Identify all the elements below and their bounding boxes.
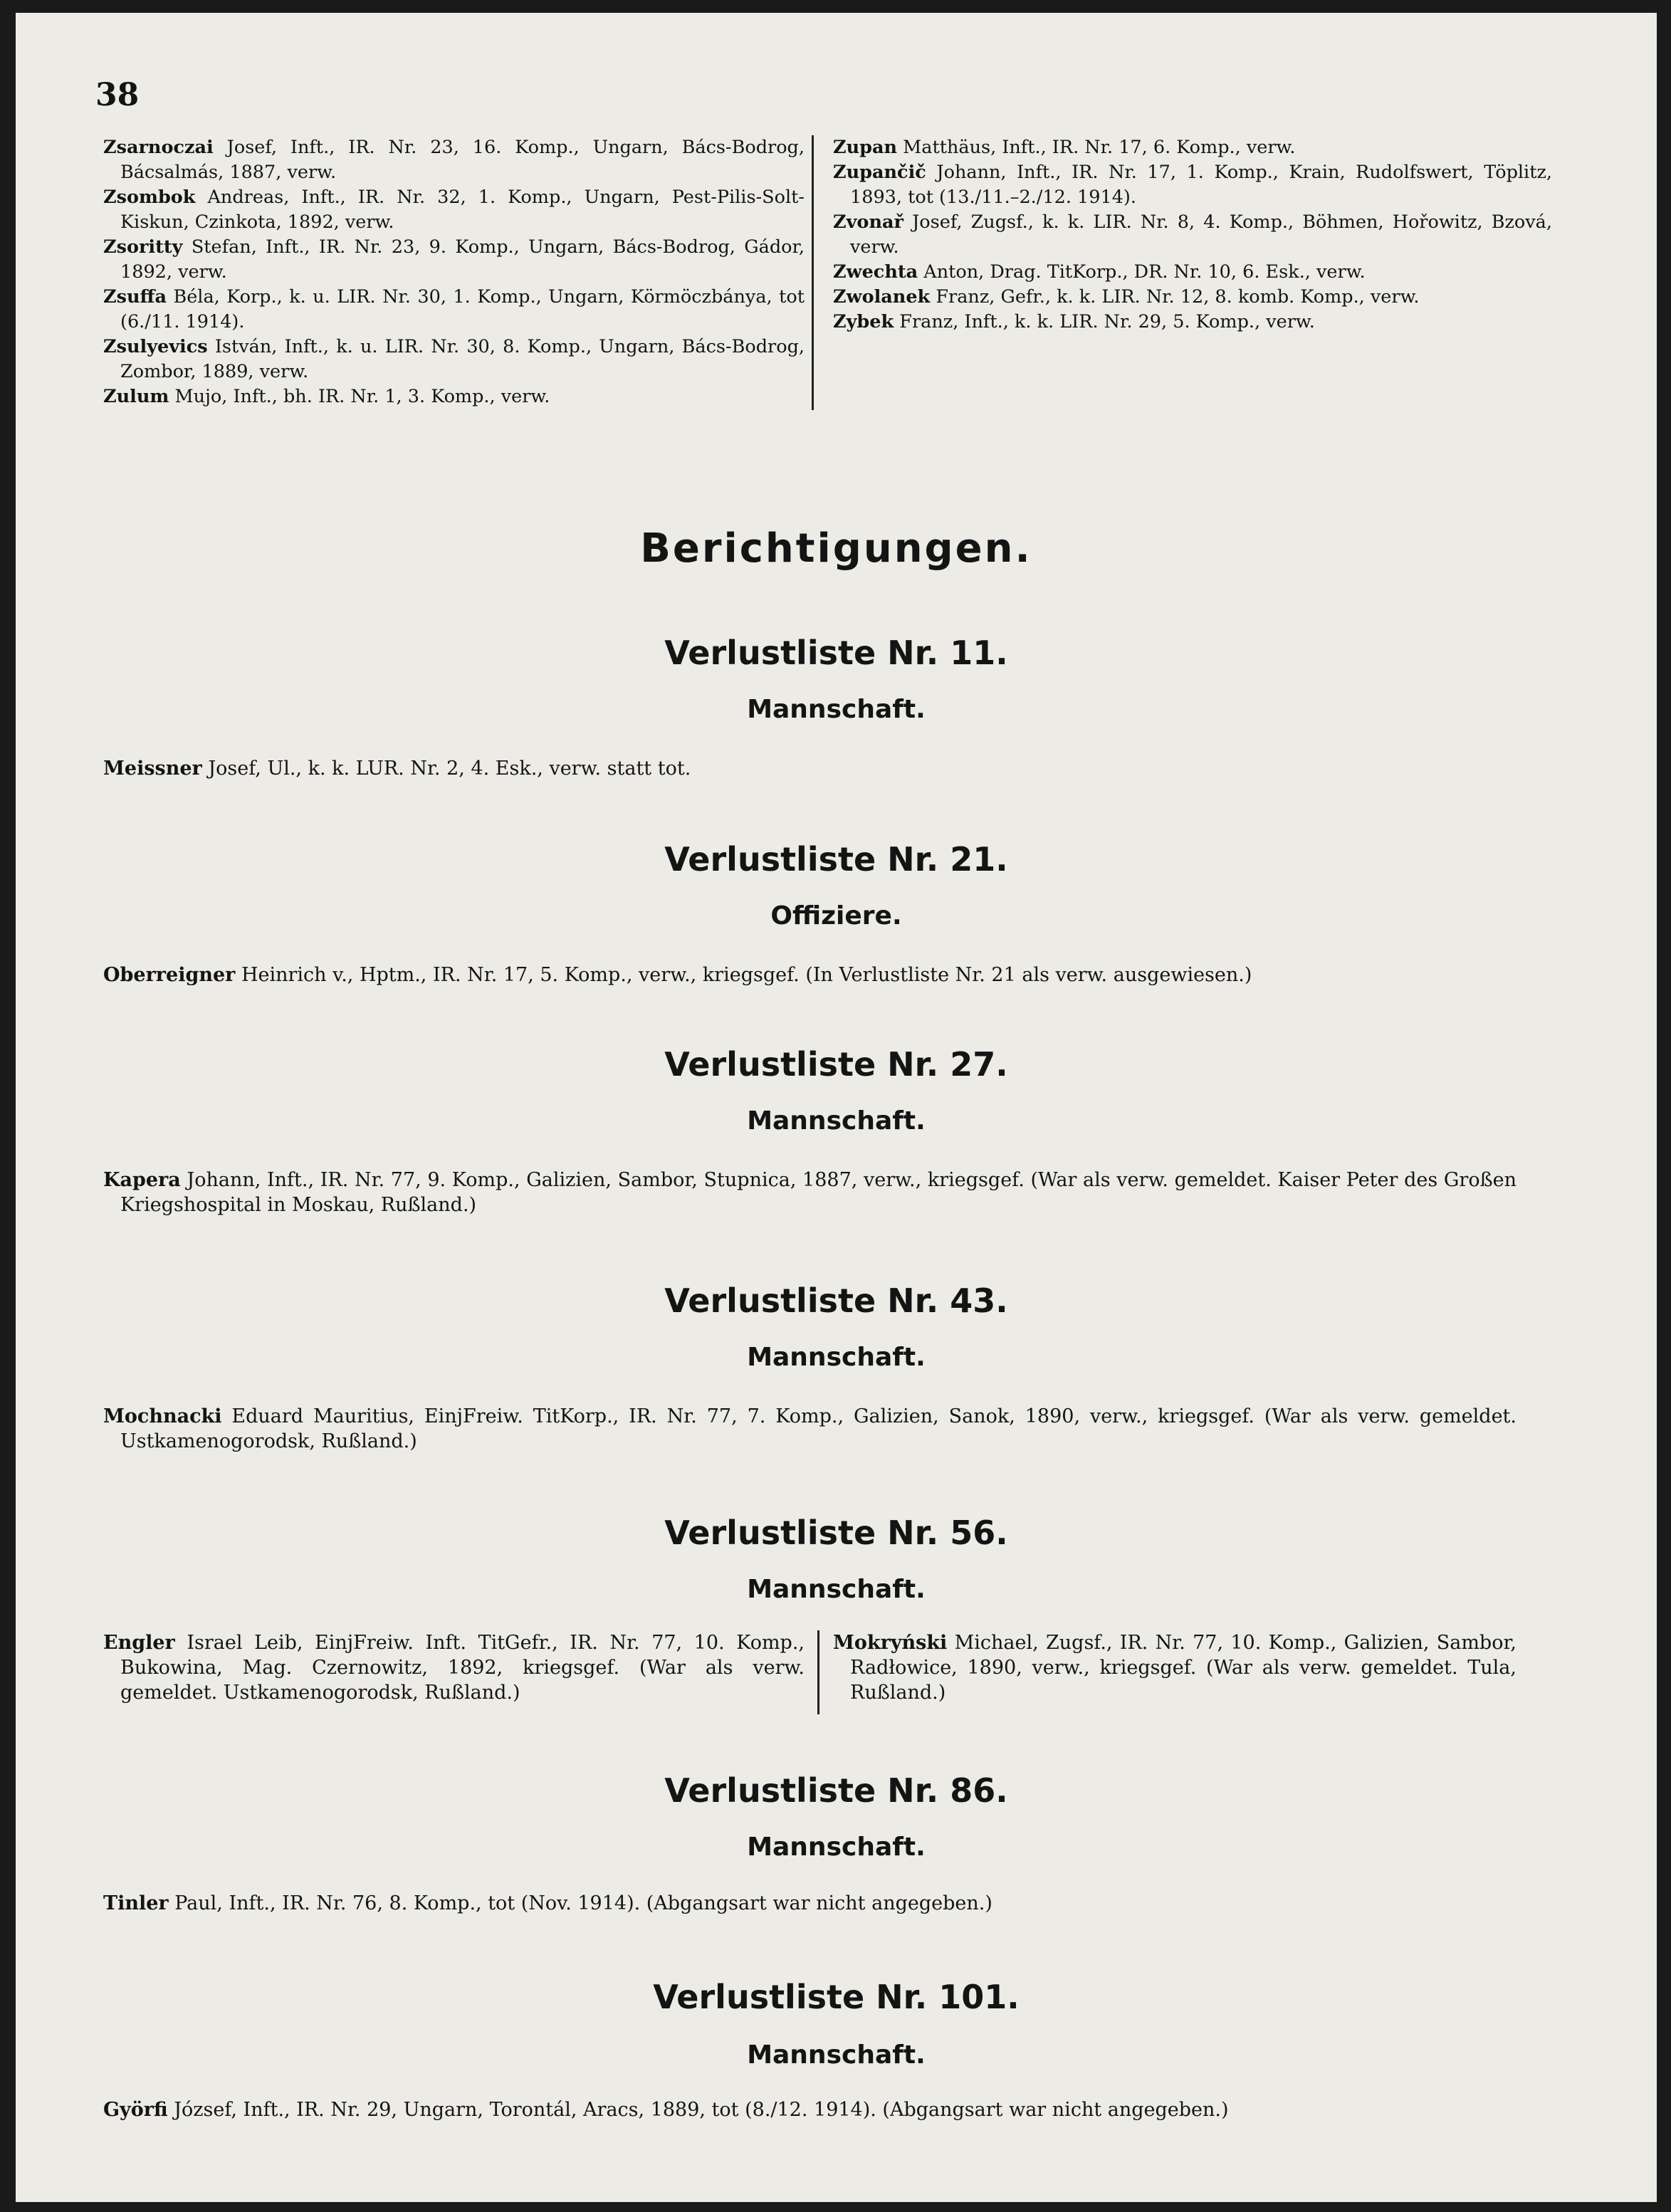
- section-subheading: Mannschaft.: [747, 1106, 926, 1136]
- column-divider: [812, 135, 814, 410]
- section-entry: Györfi József, Inft., IR. Nr. 29, Ungarn, Torontál, Aracs, 1889, tot (8./12. 1914). (Abgangsart war nicht angegeben.): [103, 2099, 1229, 2121]
- section-subheading: Offiziere.: [770, 901, 902, 931]
- section-heading: Verlustliste Nr. 101.: [653, 1978, 1020, 2016]
- list-item: Zsarnoczai Josef, Inft., IR. Nr. 23, 16. Komp., Ungarn, Bács-Bodrog, Bácsalmás, 1887, verw.: [103, 137, 805, 183]
- section-entry-left: Engler Israel Leib, EinjFreiw. Inft. TitGefr., IR. Nr. 77, 10. Komp., Bukowina, Mag. Czernowitz, 1892, kriegsgef. (War als verw. gemeldet. Ustkamenogorodsk, Rußland.): [103, 1632, 805, 1704]
- section-heading: Verlustliste Nr. 11.: [664, 634, 1008, 672]
- section-entry: Kapera Johann, Inft., IR. Nr. 77, 9. Komp., Galizien, Sambor, Stupnica, 1887, verw., kriegsgef. (War als verw. gemeldet. Kaiser Peter des Großen Kriegshospital in Moskau, Rußland.): [103, 1169, 1517, 1216]
- top-left-column: [103, 135, 805, 409]
- section-subheading: Mannschaft.: [747, 695, 926, 724]
- main-title: Berichtigungen.: [640, 525, 1032, 572]
- section-subheading: Mannschaft.: [747, 1343, 926, 1372]
- list-item: Zsombok Andreas, Inft., IR. Nr. 32, 1. Komp., Ungarn, Pest-Pilis-Solt-Kiskun, Czinkota, 1892, verw.: [103, 187, 805, 233]
- section-heading: Verlustliste Nr. 27.: [664, 1045, 1008, 1084]
- list-item: Zvonař Josef, Zugsf., k. k. LIR. Nr. 8, 4. Komp., Böhmen, Hořowitz, Bzová, verw.: [833, 211, 1552, 258]
- section-heading: Verlustliste Nr. 86.: [664, 1771, 1008, 1810]
- column-divider: [817, 1630, 819, 1714]
- document-page: [16, 13, 1657, 2202]
- list-item: Zsulyevics István, Inft., k. u. LIR. Nr. 30, 8. Komp., Ungarn, Bács-Bodrog, Zombor, 1889, verw.: [103, 336, 805, 382]
- list-item: Zsoritty Stefan, Inft., IR. Nr. 23, 9. Komp., Ungarn, Bács-Bodrog, Gádor, 1892, verw.: [103, 236, 805, 283]
- section-heading: Verlustliste Nr. 43.: [664, 1281, 1008, 1320]
- section-heading: Verlustliste Nr. 56.: [664, 1514, 1008, 1552]
- list-item: Zsuffa Béla, Korp., k. u. LIR. Nr. 30, 1. Komp., Ungarn, Körmöczbánya, tot (6./11. 1914).: [103, 286, 805, 332]
- list-item: Zwolanek Franz, Gefr., k. k. LIR. Nr. 12, 8. komb. Komp., verw.: [833, 286, 1420, 308]
- section-entry: Meissner Josef, Ul., k. k. LUR. Nr. 2, 4. Esk., verw. statt tot.: [103, 758, 691, 780]
- list-item: Zwechta Anton, Drag. TitKorp., DR. Nr. 10, 6. Esk., verw.: [833, 261, 1366, 283]
- page-number: 38: [95, 77, 140, 113]
- section-entry: Tinler Paul, Inft., IR. Nr. 76, 8. Komp., tot (Nov. 1914). (Abgangsart war nicht angegeben.): [103, 1892, 992, 1914]
- section-subheading: Mannschaft.: [747, 1833, 926, 1862]
- section-subheading: Mannschaft.: [747, 1575, 926, 1604]
- section-subheading: Mannschaft.: [747, 2040, 926, 2070]
- list-item: Zupan Matthäus, Inft., IR. Nr. 17, 6. Komp., verw.: [833, 137, 1296, 158]
- list-item: Zybek Franz, Inft., k. k. LIR. Nr. 29, 5. Komp., verw.: [833, 311, 1315, 332]
- section-entry: Oberreigner Heinrich v., Hptm., IR. Nr. 17, 5. Komp., verw., kriegsgef. (In Verlustliste Nr. 21 als verw. ausgewiesen.): [103, 964, 1252, 986]
- list-item: Zulum Mujo, Inft., bh. IR. Nr. 1, 3. Komp., verw.: [103, 386, 550, 407]
- section-entry-right: Mokryński Michael, Zugsf., IR. Nr. 77, 10. Komp., Galizien, Sambor, Radłowice, 1890, verw., kriegsgef. (War als verw. gemeldet. Tula, Rußland.): [833, 1632, 1517, 1704]
- list-item: Zupančič Johann, Inft., IR. Nr. 17, 1. Komp., Krain, Rudolfswert, Töplitz, 1893, tot (13./11.–2./12. 1914).: [833, 162, 1552, 208]
- section-heading: Verlustliste Nr. 21.: [664, 840, 1008, 879]
- section-entry: Mochnacki Eduard Mauritius, EinjFreiw. TitKorp., IR. Nr. 77, 7. Komp., Galizien, Sanok, 1890, verw., kriegsgef. (War als verw. gemeldet. Ustkamenogorodsk, Rußland.): [103, 1405, 1517, 1452]
- top-right-column: [833, 135, 1552, 335]
